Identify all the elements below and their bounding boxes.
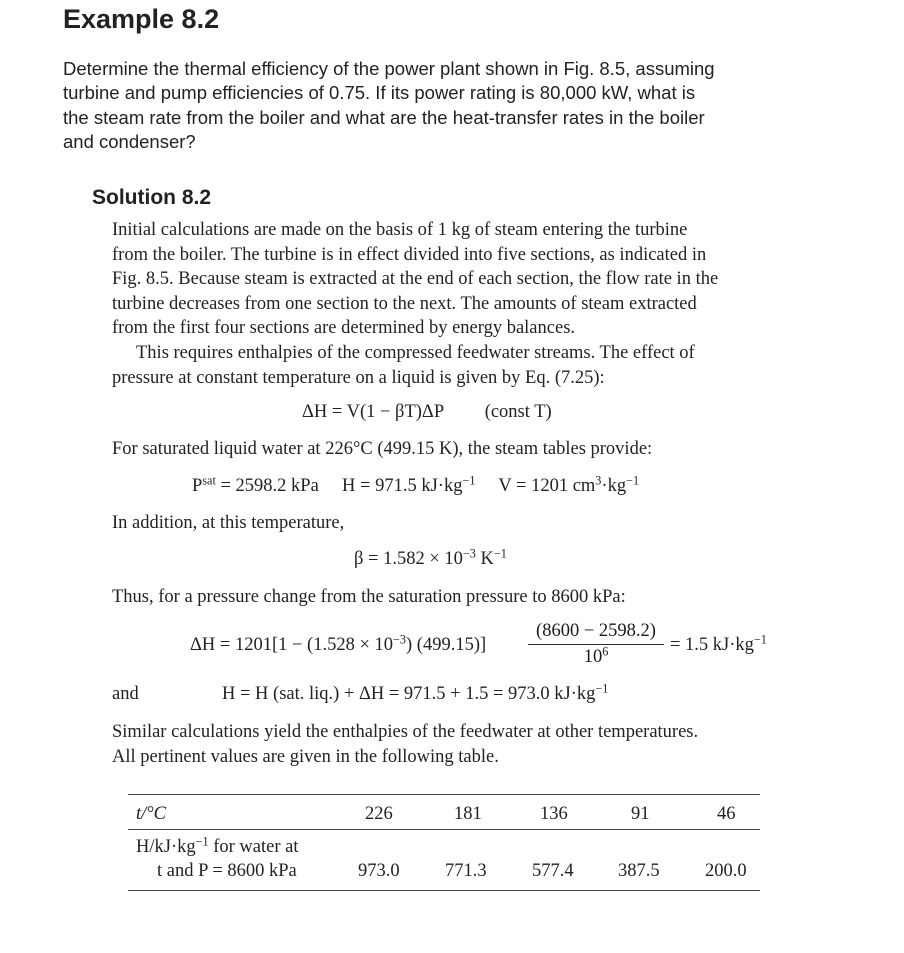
exponent: −3 (462, 546, 476, 561)
paragraph-line: from the first four sections are determined by energy balances. (112, 318, 576, 339)
row-label-text: for water at (208, 837, 299, 857)
equation-text: ) (499.15)] (406, 635, 487, 655)
problem-line: turbine and pump efficiencies of 0.75. If its power rating is 80,000 kW, what is (63, 82, 696, 104)
example-heading: Example 8.2 (63, 4, 220, 34)
paragraph-line: Similar calculations yield the enthalpies of the feedwater at other temperatures. (112, 722, 699, 742)
table-bottom-rule (128, 890, 760, 891)
exponent: −1 (595, 681, 609, 696)
problem-line: Determine the thermal efficiency of the power plant shown in Fig. 8.5, assuming (63, 58, 715, 79)
exponent: 6 (602, 644, 609, 659)
delta-h-equation-rhs (670, 632, 767, 656)
steam-table-values (192, 473, 640, 497)
solution-paragraph-5 (112, 720, 792, 769)
fraction-bar (528, 644, 664, 645)
enthalpy-cell: 577.4 (532, 861, 574, 881)
equation-text: ΔH = V(1 − βT)ΔP (302, 402, 444, 422)
delta-h-equation-lhs (190, 632, 487, 656)
problem-line: the steam rate from the boiler and what are the heat-transfer rates in the boiler (63, 106, 705, 128)
temperature-cell: 136 (540, 804, 568, 824)
equation-result: = 1.5 kJ·kg (670, 635, 754, 655)
volume-unit: ·kg (601, 476, 627, 496)
paragraph-line: from the boiler. The turbine is in effect divided into five sections, as indicated in (112, 244, 707, 265)
temperature-cell: 46 (717, 804, 736, 824)
temperature-cell: 91 (631, 804, 650, 824)
exponent: −1 (462, 473, 476, 488)
fraction-denominator (528, 644, 664, 668)
temperature-cell: 181 (454, 804, 482, 824)
exponent: −1 (753, 632, 767, 647)
beta-equation (354, 546, 507, 570)
psat-symbol: P (192, 476, 203, 496)
exponent: −1 (195, 834, 209, 849)
steam-table-sentence: For saturated liquid water at 226°C (499.15 K), the steam tables provide: (112, 439, 653, 459)
paragraph-line: All pertinent values are given in the following table. (112, 746, 499, 767)
and-word: and (112, 684, 139, 704)
problem-statement (63, 57, 843, 154)
equation-text: ΔH = 1201[1 − (1.528 × 10 (190, 635, 394, 655)
paragraph-line: Initial calculations are made on the basis of 1 kg of steam entering the turbine (112, 220, 688, 240)
problem-line: and condenser? (63, 130, 196, 152)
table-header-rule (128, 829, 760, 830)
exponent: 3 (595, 473, 602, 488)
paragraph-line: Fig. 8.5. Because steam is extracted at the end of each section, the flow rate in the (112, 269, 719, 290)
addition-sentence: In addition, at this temperature, (112, 513, 345, 533)
enthalpy-cell: 200.0 (705, 861, 747, 881)
table-header-label: t/°C (136, 804, 167, 824)
psat-value: = 2598.2 kPa (215, 476, 319, 496)
beta-value: β = 1.582 × 10 (354, 549, 463, 569)
psat-superscript: sat (202, 473, 216, 488)
paragraph-line: pressure at constant temperature on a liquid is given by Eq. (7.25): (112, 367, 605, 388)
fraction-numerator: (8600 − 2598.2) (536, 621, 656, 641)
equation-text: H = H (sat. liq.) + ΔH = 971.5 + 1.5 = 973.0 kJ·kg (222, 684, 596, 704)
enthalpy-cell: 973.0 (358, 861, 400, 881)
row-label-line-1 (136, 834, 299, 858)
exponent: −3 (393, 632, 406, 647)
pressure-change-sentence: Thus, for a pressure change from the saturation pressure to 8600 kPa: (112, 587, 626, 607)
equation-condition: (const T) (484, 402, 552, 422)
solution-paragraph-1 (112, 218, 792, 390)
delta-h-fraction (528, 621, 664, 668)
paragraph-line: turbine decreases from one section to the next. The amounts of steam extracted (112, 293, 697, 314)
table-top-rule (128, 794, 760, 795)
exponent: −1 (493, 546, 507, 561)
exponent: −1 (626, 473, 640, 488)
enthalpy-value: H = 971.5 kJ·kg (342, 476, 463, 496)
volume-value: V = 1201 cm (498, 476, 596, 496)
solution-heading: Solution 8.2 (92, 186, 212, 209)
paragraph-line: This requires enthalpies of the compressed feedwater streams. The effect of (136, 342, 695, 363)
temperature-cell: 226 (365, 804, 393, 824)
beta-unit: K (475, 549, 494, 569)
fraction-denominator-base: 10 (583, 647, 603, 667)
row-label-text: H/kJ·kg (136, 837, 196, 857)
feedwater-enthalpy-equation (222, 681, 609, 705)
equation-7-25 (302, 402, 552, 423)
row-label-line-2: t and P = 8600 kPa (157, 861, 297, 881)
enthalpy-cell: 387.5 (618, 861, 660, 881)
enthalpy-cell: 771.3 (445, 861, 487, 881)
